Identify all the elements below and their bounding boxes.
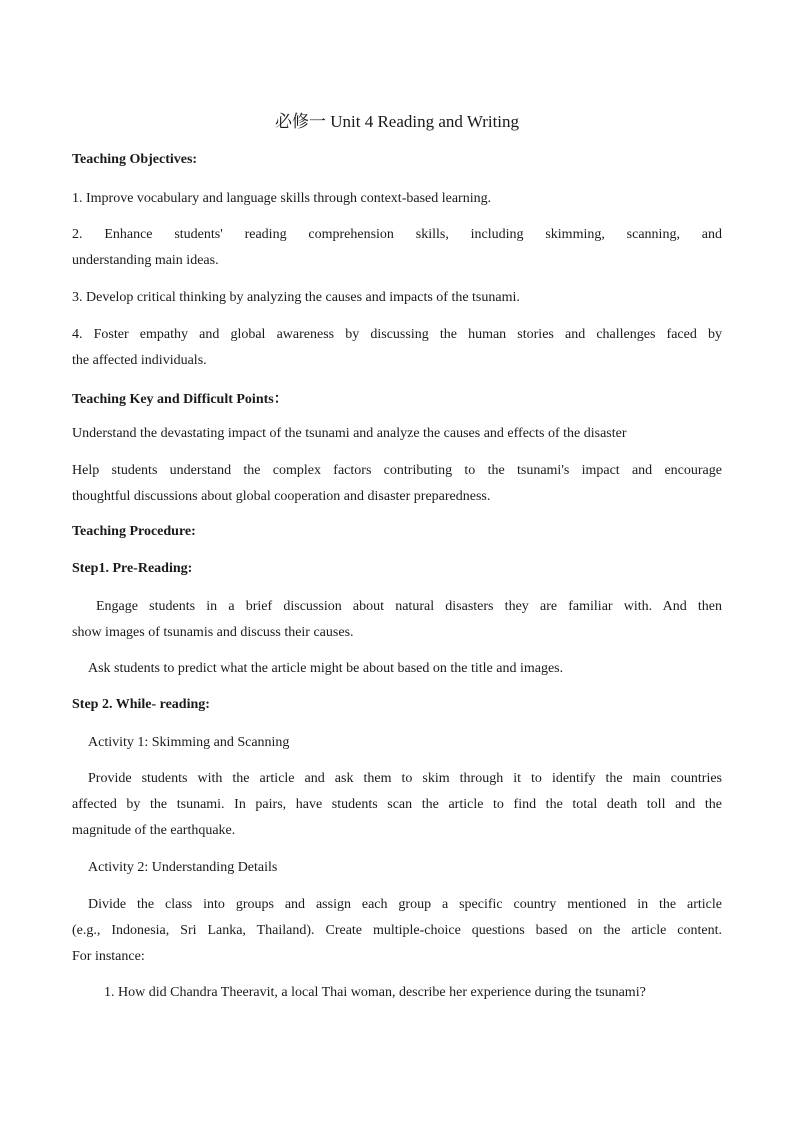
activity-2-title [72,855,722,881]
step1-paragraph-1 [72,594,722,646]
step1-paragraph-2 [72,656,722,682]
step1-p1-line-2: show images of tsunamis and discuss their causes. [72,625,354,640]
objective-2 [72,222,722,274]
objective-2-line-2: understanding main ideas. [72,253,219,268]
keypoint-2-line-1: Help students understand the complex factors contributing to the tsunami's impact and encourage [72,463,722,478]
activity-1-title [72,730,722,756]
activity-2-line-3: For instance: [72,949,145,964]
keypoint-2 [72,458,722,510]
keypoint-2-line-2: thoughtful discussions about global cooperation and disaster preparedness. [72,489,491,504]
activity-2-body [72,892,722,970]
step1-heading: Step1. Pre-Reading: [72,561,193,576]
objective-4 [72,322,722,374]
page-title: 必修一 Unit 4 Reading and Writing [274,112,520,131]
activity-1-title-text: Activity 1: Skimming and Scanning [88,735,290,750]
objectives-heading: Teaching Objectives: [72,152,198,167]
question-1-text: 1. How did Chandra Theeravit, a local Thai woman, describe her experience during the tsunami? [104,985,646,1000]
step2-heading: Step 2. While- reading: [72,697,210,712]
objective-3-text: 3. Develop critical thinking by analyzing the causes and impacts of the tsunami. [72,290,520,305]
objective-1-text: 1. Improve vocabulary and language skills through context-based learning. [72,191,492,206]
question-1 [72,980,722,1006]
objective-1 [72,186,722,212]
activity-2-line-2: (e.g., Indonesia, Sri Lanka, Thailand). Create multiple-choice questions based on the article content. [72,923,722,938]
objective-2-line-1: 2. Enhance students' reading comprehension skills, including skimming, scanning, and [72,227,722,242]
procedure-heading: Teaching Procedure: [72,524,196,539]
objective-4-line-1: 4. Foster empathy and global awareness by discussing the human stories and challenges faced by [72,327,722,342]
activity-1-line-2: affected by the tsunami. In pairs, have students scan the article to find the total death toll and the [72,797,722,812]
objective-3 [72,285,722,311]
step1-p1-line-1: Engage students in a brief discussion about natural disasters they are familiar with. And then [96,599,722,614]
activity-1-line-1: Provide students with the article and ask them to skim through it to identify the main countries [88,771,722,786]
keypoints-heading: Teaching Key and Difficult Points： [72,392,288,407]
keypoint-1-text: Understand the devastating impact of the tsunami and analyze the causes and effects of the disaster [72,426,627,441]
activity-2-title-text: Activity 2: Understanding Details [88,860,278,875]
activity-1-body [72,766,722,844]
activity-2-line-1: Divide the class into groups and assign each group a specific country mentioned in the article [88,897,722,912]
keypoint-1 [72,421,722,447]
step1-p2-text: Ask students to predict what the article might be about based on the title and images. [88,661,564,676]
objective-4-line-2: the affected individuals. [72,353,207,368]
activity-1-line-3: magnitude of the earthquake. [72,823,236,838]
